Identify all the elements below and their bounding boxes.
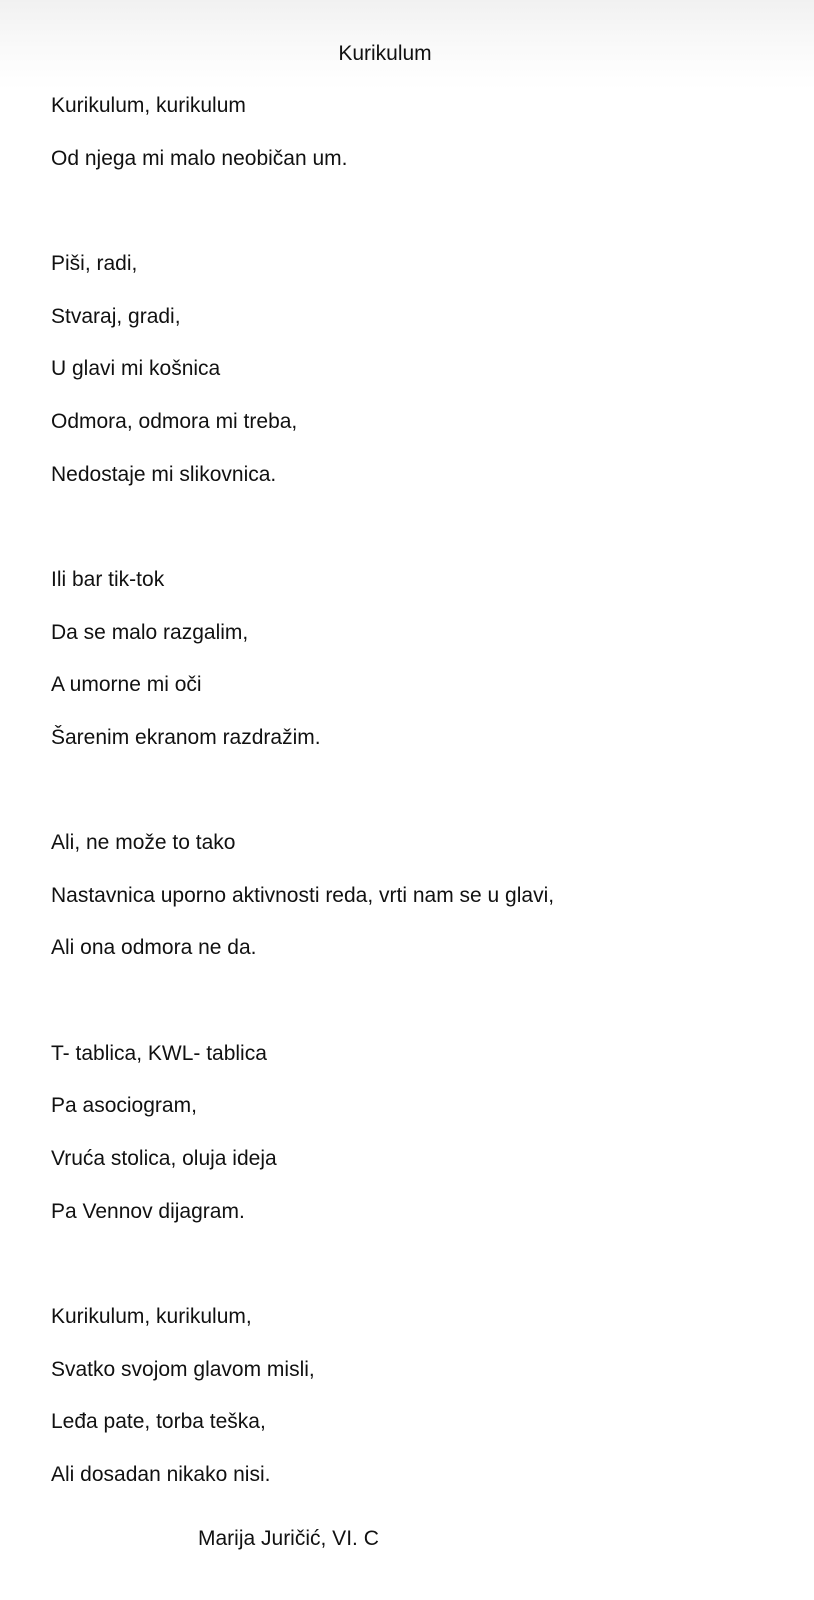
poem-line: Ali dosadan nikako nisi. — [51, 1462, 271, 1486]
poem-line: Da se malo razgalim, — [51, 620, 249, 644]
poem-line: A umorne mi oči — [51, 673, 202, 697]
poem-line: Šarenim ekranom razdražim. — [51, 725, 321, 749]
poem-line: Kurikulum, kurikulum — [51, 94, 246, 117]
poem-line: Kurikulum, kurikulum, — [51, 1304, 252, 1328]
poem-line: Pa asociogram, — [51, 1094, 197, 1118]
poem-line: Ali ona odmora ne da. — [51, 936, 257, 960]
poem-line: Svatko svojom glavom misli, — [51, 1357, 315, 1381]
poem-body — [51, 92, 771, 1514]
stanza-6 — [51, 1303, 771, 1514]
poem-line: Vruća stolica, oluja ideja — [51, 1147, 277, 1170]
poem-line: Nedostaje mi slikovnica. — [51, 462, 277, 486]
stanza-1 — [51, 92, 771, 197]
poem-line: Od njega mi malo neobičan um. — [51, 146, 348, 170]
poem-line: Odmora, odmora mi treba, — [51, 409, 298, 433]
poem-line: T- tablica, KWL- tablica — [51, 1041, 267, 1065]
poem-line: Ali, ne može to tako — [51, 831, 236, 855]
poem-line: Nastavnica uporno aktivnosti reda, vrti nam se u glavi, — [51, 883, 555, 907]
poem-line: Leđa pate, torba teška, — [51, 1410, 266, 1434]
poem-line: U glavi mi košnica — [51, 357, 221, 381]
poem-line: Ili bar tik-tok — [51, 567, 165, 591]
author-signature: Marija Juričić, VI. C — [198, 1527, 379, 1550]
stanza-4 — [51, 829, 771, 987]
poem-title: Kurikulum — [338, 42, 432, 65]
stanza-5 — [51, 1040, 771, 1251]
poem-line: Stvaraj, gradi, — [51, 304, 181, 328]
stanza-3 — [51, 566, 771, 777]
stanza-2 — [51, 250, 771, 513]
poem-line: Piši, radi, — [51, 251, 138, 275]
poem-line: Pa Vennov dijagram. — [51, 1199, 245, 1223]
